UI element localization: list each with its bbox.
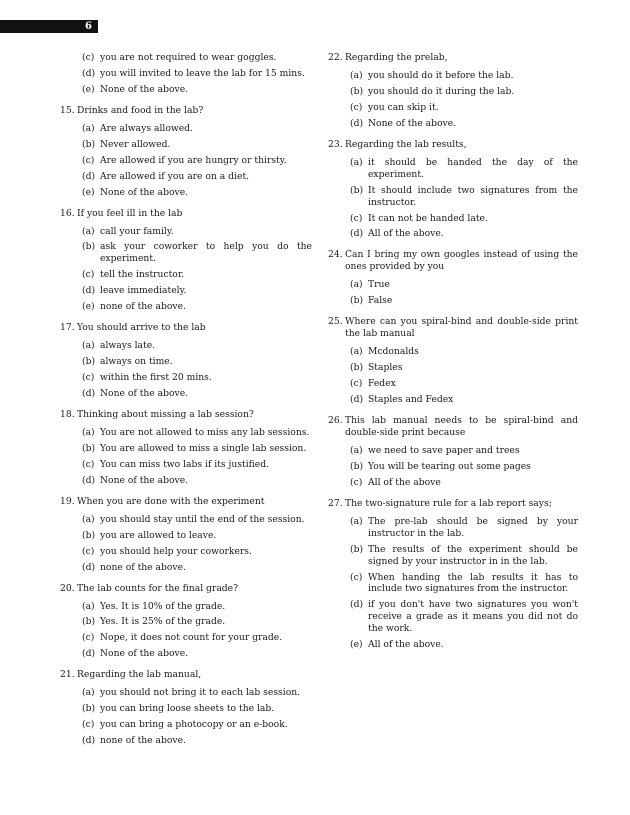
question-text: Where can you spiral-bind and double-side print the lab manual (345, 316, 578, 340)
option-item (82, 514, 312, 526)
question-14-continued (60, 52, 312, 96)
option-text: always late. (100, 340, 156, 352)
option-label: (d) (350, 599, 364, 611)
option-text: none of the above. (100, 561, 186, 573)
option-item (350, 572, 578, 596)
option-list (60, 514, 312, 574)
option-item (350, 70, 578, 82)
option-text: you are not required to wear goggles. (100, 52, 277, 63)
question-number: 23. (328, 138, 343, 150)
question-number: 25. (328, 316, 343, 328)
option-label: (d) (82, 474, 96, 486)
option-text: Never allowed. (100, 138, 171, 150)
option-label: (b) (82, 442, 96, 454)
option-label: (b) (350, 460, 364, 472)
left-column (60, 52, 312, 756)
option-label: (d) (82, 648, 96, 660)
option-item (82, 123, 312, 135)
option-item (82, 687, 312, 699)
question-number: 15. (60, 104, 75, 116)
question-text: You should arrive to the lab (77, 322, 206, 334)
option-text: it should be handed the day of the experiment. (368, 156, 578, 180)
option-item (350, 295, 578, 307)
option-label: (c) (350, 571, 363, 583)
option-item (82, 735, 312, 747)
question-text: When you are done with the experiment (77, 495, 265, 507)
option-text: Staples (368, 362, 403, 374)
option-label: (a) (350, 156, 363, 168)
option-item (350, 477, 578, 489)
option-text: call your family. (100, 225, 174, 237)
option-item (82, 601, 312, 613)
option-text: Yes. It is 25% of the grade. (100, 616, 226, 628)
option-label: (a) (82, 426, 95, 438)
option-item (82, 301, 312, 313)
option-label: (a) (350, 444, 363, 456)
option-label: (a) (350, 515, 363, 527)
option-text: if you don't have two signatures you won't receive a grade as it means you did not do the work. (368, 599, 578, 635)
option-text: we need to save paper and trees (368, 444, 520, 456)
option-label: (c) (350, 378, 363, 390)
option-label: (a) (82, 513, 95, 525)
option-item (350, 544, 578, 568)
option-text: Mcdonalds (368, 346, 419, 358)
option-label: (d) (82, 170, 96, 182)
option-text: Are allowed if you are hungry or thirsty. (100, 154, 287, 166)
option-item (350, 362, 578, 374)
option-text: None of the above. (100, 474, 189, 486)
option-label: (c) (350, 101, 363, 113)
option-item (350, 599, 578, 635)
option-item (350, 279, 578, 291)
option-label: (b) (350, 295, 364, 307)
option-list (60, 52, 312, 96)
option-list (60, 340, 312, 400)
option-label: (a) (82, 687, 95, 699)
option-item (350, 461, 578, 473)
option-item (82, 285, 312, 297)
option-item (82, 648, 312, 660)
option-label: (a) (82, 600, 95, 612)
question-number: 19. (60, 495, 75, 507)
option-item (82, 719, 312, 731)
option-item (350, 516, 578, 540)
option-label: (a) (82, 340, 95, 352)
question-text: Regarding the lab results, (345, 138, 467, 150)
question-22 (328, 52, 578, 130)
option-label: (c) (350, 476, 363, 488)
option-item (82, 187, 312, 199)
option-label: (b) (82, 703, 96, 715)
option-item (350, 346, 578, 358)
option-label: (c) (82, 458, 95, 470)
option-label: (d) (350, 228, 364, 240)
option-text: you should stay until the end of the session. (100, 513, 305, 525)
option-item (82, 139, 312, 151)
question-27 (328, 498, 578, 651)
option-text: leave immediately. (100, 285, 187, 297)
option-label: (c) (82, 372, 95, 384)
option-text: None of the above. (100, 186, 189, 198)
option-list (328, 516, 578, 652)
option-text: It can not be handed late. (368, 212, 488, 224)
option-item (82, 241, 312, 265)
option-text: none of the above. (100, 735, 186, 747)
option-label: (c) (82, 52, 95, 63)
question-text: Can I bring my own googles instead of using the ones provided by you (345, 249, 578, 273)
question-17 (60, 322, 312, 400)
option-label: (c) (82, 545, 95, 557)
question-15 (60, 105, 312, 199)
option-list (328, 346, 578, 406)
option-text: Staples and Fedex (368, 394, 454, 406)
option-label: (a) (350, 346, 363, 358)
question-20 (60, 583, 312, 661)
option-item (82, 340, 312, 352)
option-text: none of the above. (100, 301, 186, 313)
option-item (82, 52, 312, 64)
option-item (350, 394, 578, 406)
option-list (60, 226, 312, 314)
option-text: None of the above. (100, 83, 189, 95)
option-item (350, 445, 578, 457)
question-text: Drinks and food in the lab? (77, 104, 204, 116)
option-text: The pre-lab should be signed by your instructor in the lab. (368, 515, 578, 539)
option-text: The results of the experiment should be signed by your instructor in in the lab. (368, 543, 578, 567)
option-list (328, 157, 578, 241)
option-item (82, 171, 312, 183)
option-text: you can bring a photocopy or an e-book. (100, 719, 288, 731)
question-21 (60, 669, 312, 747)
question-number: 20. (60, 582, 75, 594)
option-label: (c) (82, 719, 95, 731)
question-text: The lab counts for the final grade? (77, 582, 239, 594)
option-text: you can bring loose sheets to the lab. (100, 703, 275, 715)
option-list (60, 427, 312, 487)
option-label: (b) (82, 356, 96, 368)
option-label: (b) (82, 241, 96, 253)
option-list (328, 70, 578, 130)
option-label: (d) (350, 394, 364, 406)
option-label: (b) (82, 138, 96, 150)
question-18 (60, 409, 312, 487)
option-item (82, 356, 312, 368)
question-number: 17. (60, 322, 75, 334)
option-text: All of the above (368, 476, 441, 488)
question-26 (328, 415, 578, 489)
option-text: Are allowed if you are on a diet. (100, 170, 250, 182)
option-label: (d) (82, 735, 96, 747)
option-item (350, 118, 578, 130)
option-text: you can skip it. (368, 101, 439, 113)
option-label: (c) (350, 212, 363, 224)
option-text: True (368, 279, 390, 291)
option-text: When handing the lab results it has to include two signatures from the instructor. (368, 571, 578, 595)
option-label: (d) (82, 388, 96, 400)
option-text: None of the above. (100, 648, 189, 660)
option-item (82, 372, 312, 384)
option-item (82, 616, 312, 628)
option-text: You will be tearing out some pages (368, 460, 531, 472)
option-text: always on time. (100, 356, 173, 368)
option-label: (c) (82, 269, 95, 281)
question-text: Thinking about missing a lab session? (77, 409, 254, 421)
option-text: Are always allowed. (100, 122, 193, 134)
option-text: you should do it during the lab. (368, 85, 515, 97)
option-label: (a) (82, 225, 95, 237)
option-text: ask your coworker to help you do the experiment. (100, 241, 312, 265)
option-label: (d) (82, 285, 96, 297)
option-text: All of the above. (368, 228, 444, 240)
option-item (350, 102, 578, 114)
option-item (350, 228, 578, 240)
option-item (350, 185, 578, 209)
option-list (328, 279, 578, 307)
option-text: All of the above. (368, 639, 444, 651)
option-list (60, 601, 312, 661)
option-label: (d) (82, 561, 96, 573)
option-item (350, 86, 578, 98)
option-label: (e) (82, 83, 95, 95)
option-label: (b) (350, 184, 364, 196)
question-number: 22. (328, 52, 343, 63)
question-text: The two-signature rule for a lab report says; (345, 497, 552, 509)
question-number: 18. (60, 409, 75, 421)
option-label: (b) (350, 85, 364, 97)
option-item (350, 639, 578, 651)
option-item (82, 562, 312, 574)
question-number: 24. (328, 249, 343, 261)
option-text: Nope, it does not count for your grade. (100, 632, 283, 644)
option-item (82, 546, 312, 558)
option-label: (c) (82, 154, 95, 166)
option-item (82, 703, 312, 715)
option-item (82, 427, 312, 439)
option-text: you should help your coworkers. (100, 545, 252, 557)
option-item (350, 157, 578, 181)
option-label: (e) (82, 186, 95, 198)
question-19 (60, 496, 312, 574)
page-number: 6 (85, 21, 92, 32)
option-label: (b) (82, 529, 96, 541)
option-text: you are allowed to leave. (100, 529, 217, 541)
option-label: (c) (82, 632, 95, 644)
question-text: Regarding the prelab, (345, 52, 448, 63)
option-text: tell the instructor. (100, 269, 185, 281)
question-25 (328, 316, 578, 406)
question-number: 21. (60, 669, 75, 681)
option-item (82, 632, 312, 644)
option-text: you should do it before the lab. (368, 69, 514, 81)
option-item (82, 226, 312, 238)
question-text: If you feel ill in the lab (77, 207, 183, 219)
option-text: None of the above. (368, 117, 457, 129)
option-item (82, 269, 312, 281)
option-label: (d) (82, 67, 96, 79)
option-item (82, 84, 312, 96)
option-list (60, 687, 312, 747)
option-item (82, 475, 312, 487)
question-number: 16. (60, 207, 75, 219)
option-item (82, 68, 312, 80)
option-item (350, 213, 578, 225)
question-number: 27. (328, 497, 343, 509)
question-text: Regarding the lab manual, (77, 669, 202, 681)
option-item (82, 443, 312, 455)
option-text: You can miss two labs if its justified. (100, 458, 270, 470)
option-item (82, 388, 312, 400)
option-list (60, 123, 312, 199)
option-item (82, 530, 312, 542)
question-number: 26. (328, 414, 343, 426)
option-item (350, 378, 578, 390)
option-text: within the first 20 mins. (100, 372, 212, 384)
option-item (82, 155, 312, 167)
option-list (328, 445, 578, 489)
option-text: Fedex (368, 378, 396, 390)
option-item (82, 459, 312, 471)
option-label: (a) (350, 69, 363, 81)
option-text: You are not allowed to miss any lab sessions. (100, 426, 310, 438)
option-text: you should not bring it to each lab session. (100, 687, 301, 699)
option-text: Yes. It is 10% of the grade. (100, 600, 226, 612)
option-label: (e) (82, 301, 95, 313)
page-header-bar (0, 20, 98, 33)
option-label: (b) (350, 362, 364, 374)
option-label: (b) (82, 616, 96, 628)
option-label: (a) (350, 279, 363, 291)
option-text: It should include two signatures from the instructor. (368, 184, 578, 208)
question-text: This lab manual needs to be spiral-bind and double-side print because (345, 414, 578, 438)
option-label: (e) (350, 639, 363, 651)
question-16 (60, 208, 312, 314)
option-label: (b) (350, 543, 364, 555)
option-text: you will invited to leave the lab for 15 mins. (100, 67, 305, 79)
question-23 (328, 139, 578, 241)
question-24 (328, 249, 578, 307)
right-column (328, 52, 578, 660)
option-text: False (368, 295, 393, 307)
option-label: (a) (82, 122, 95, 134)
option-text: You are allowed to miss a single lab session. (100, 442, 307, 454)
option-text: None of the above. (100, 388, 189, 400)
option-label: (d) (350, 117, 364, 129)
